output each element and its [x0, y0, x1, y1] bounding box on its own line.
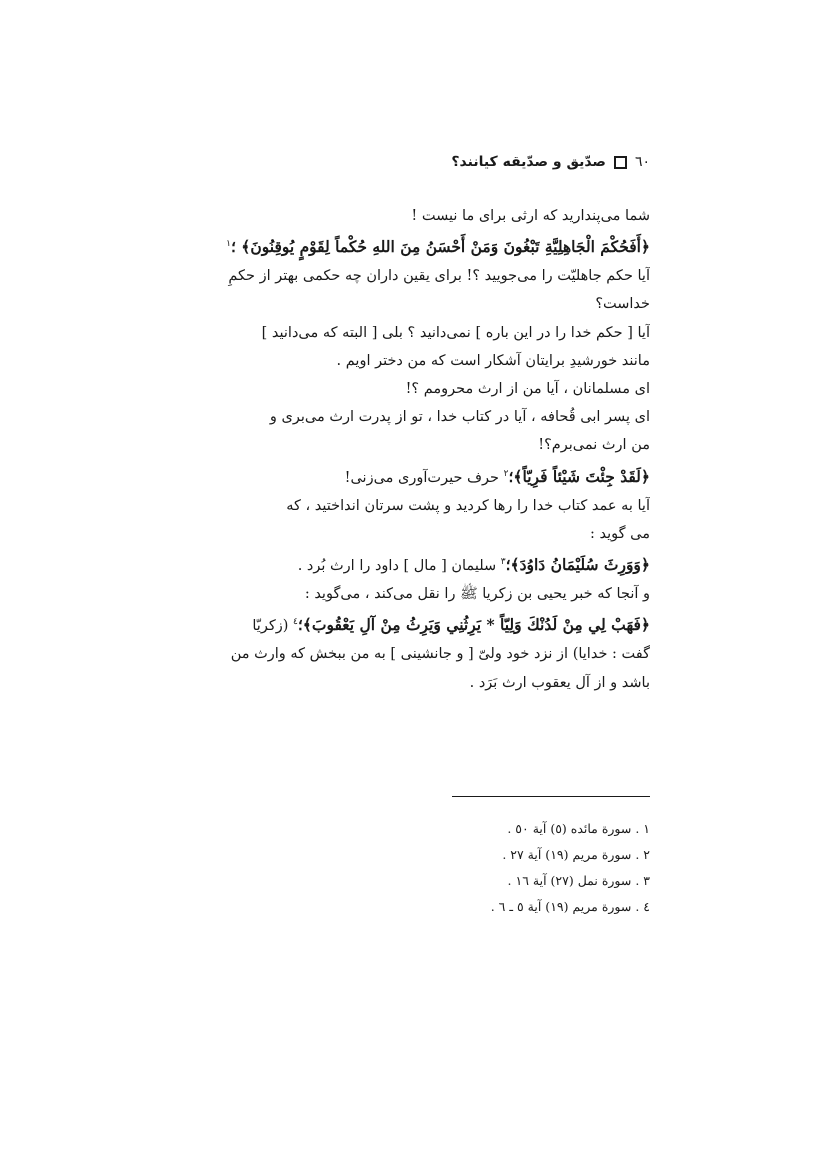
verse-line	[175, 548, 650, 580]
text-line: من ارث نمى‌برم؟!	[538, 437, 650, 454]
verse-line	[175, 230, 650, 262]
verse-line	[175, 608, 650, 640]
footnote-ref: ٢	[503, 468, 509, 479]
text-line: آيا به عمد كتاب خدا را رها كرديد و پشت سرتان انداختيد ، كه	[286, 497, 650, 514]
square-bullet-icon	[614, 156, 627, 169]
text-line: باشد و از آل يعقوب ارث بَرَد .	[469, 674, 650, 691]
quran-verse: ﴿وَوَرِثَ سُلَيْمَانُ دَاوُدَ﴾؛	[505, 554, 650, 574]
verse-line	[175, 460, 650, 492]
text-line: آيا حكم جاهليّت را مى‌جوييد ؟! براى يقين داران چه حكمى بهتر از حكمِ	[228, 268, 650, 285]
footnote-divider	[452, 796, 650, 797]
quran-verse: ﴿فَهَبْ لِي مِنْ لَدُنْكَ وَلِيّاً * يَرِثُنِي وَيَرِثُ مِنْ آلِ يَعْقُوبَ﴾؛	[297, 615, 650, 635]
quran-verse: ﴿لَقَدْ جِئْتَ شَيْئاً فَرِيّاً﴾؛	[508, 466, 650, 486]
main-text	[175, 202, 650, 697]
verse-translation: سليمان [ مال ] داود را ارث بُرد .	[297, 557, 497, 574]
text-line: اى پسر ابى قُحافه ، آيا در كتاب خدا ، تو از پدرت ارث مى‌برى و	[269, 409, 650, 426]
footnote-ref: ١	[226, 239, 231, 250]
text-line: گفت : خدايا) از نزد خود ولىّ [ و جانشينى ] به من ببخش كه وارث من	[230, 646, 650, 663]
text-line: اى مسلمانان ، آيا من از ارث محرومم ؟!	[405, 381, 650, 398]
chapter-title: صدّيق و صدّيقه كيانند؟	[451, 154, 606, 170]
footnote: ١ . سورة مائده (٥) آية ٥٠ .	[507, 821, 650, 836]
verse-translation: حرف حيرت‌آورى مى‌زنى!	[344, 469, 500, 486]
text-line: مانند خورشيدِ برايتان آشكار است كه من دختر اويم .	[336, 352, 650, 369]
text-line: خداست؟	[595, 296, 650, 313]
page-number: ٦٠	[634, 154, 650, 170]
footnote-ref: ٣	[500, 557, 506, 568]
text-line: مى گويد :	[590, 525, 650, 542]
footnote: ٣ . سورة نمل (٢٧) آية ١٦ .	[507, 873, 650, 888]
footnotes	[420, 816, 650, 920]
verse-translation: (زكريّا	[252, 618, 289, 635]
footnote: ٤ . سورة مريم (١٩) آية ٥ ـ ٦ .	[490, 899, 650, 914]
text-line: آيا [ حكم خدا را در اين باره ] نمى‌دانيد ؟ بلى [ البته كه مى‌دانيد ]	[261, 324, 650, 341]
text-line: و آنجا كه خبر يحيى بن زكريا ﷺ را نقل مى‌كند ، مى‌گويد :	[304, 586, 650, 603]
quran-verse: ﴿أَفَحُكْمَ الْجَاهِلِيَّةِ تَبْغُونَ وَمَنْ أَحْسَنُ مِنَ اللهِ حُكْماً لِقَوْمٍ يُوقِنُونَ﴾ ؛	[230, 237, 650, 257]
footnote-ref: ٤	[293, 617, 298, 628]
running-header	[420, 150, 650, 174]
text-line: شما مى‌پنداريد كه ارثى براى ما نيست !	[411, 208, 650, 224]
footnote: ٢ . سورة مريم (١٩) آية ٢٧ .	[502, 847, 650, 862]
